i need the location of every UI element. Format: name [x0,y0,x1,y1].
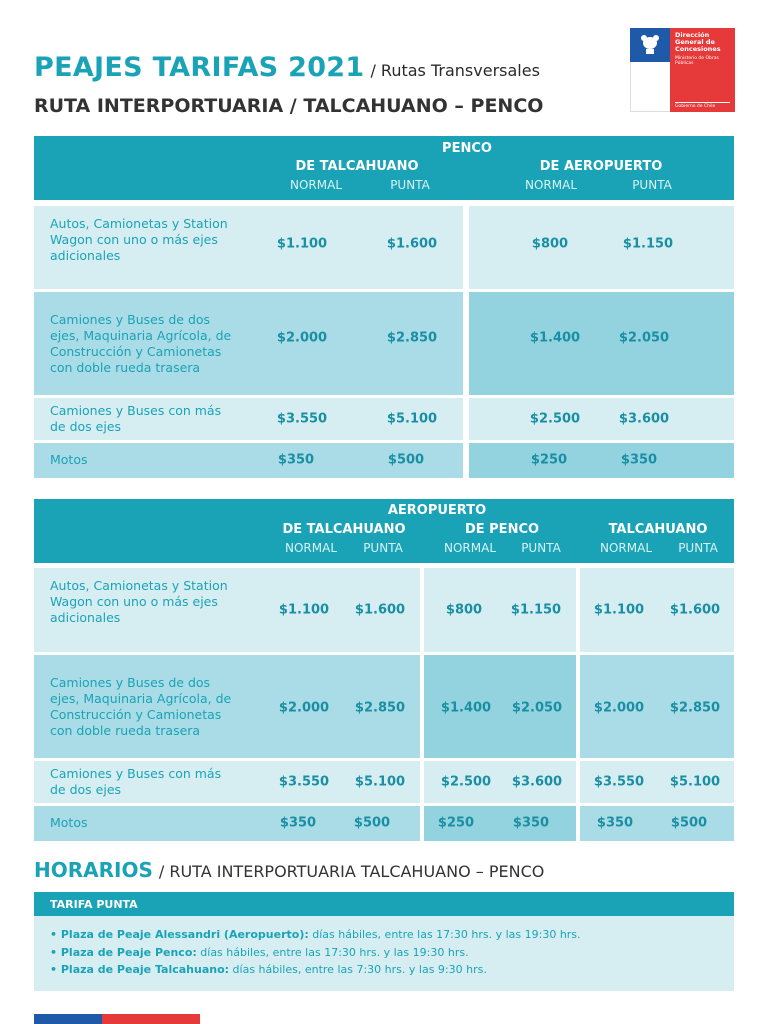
horarios-subtitle: / RUTA INTERPORTUARIA TALCAHUANO – PENCO [158,862,545,881]
coat-of-arms-icon [638,33,662,59]
column-header-normal: NORMAL [524,178,578,192]
list-item [50,961,718,979]
table-row [34,655,734,758]
page-subtitle: / Rutas Transversales [370,61,540,80]
rate-value: $2.850 [386,330,438,346]
column-header-punta: PUNTA [521,541,561,555]
plaza-name: • Plaza de Peaje Penco: [50,945,197,959]
rate-value: $2.000 [593,700,645,716]
rate-value: $800 [531,236,569,252]
rate-value: $2.500 [440,774,492,790]
logo-flag [630,28,670,112]
vehicle-category: Motos [50,815,88,830]
rate-value: $3.600 [511,774,563,790]
rate-value: $1.100 [278,602,330,618]
aeropuerto-rates-table [34,499,734,841]
rate-value: $350 [277,452,315,468]
column-group-title: TALCAHUANO [608,522,708,537]
table-row [34,806,734,841]
table-row [34,443,734,478]
rate-value: $350 [279,815,317,831]
table-row [34,206,734,289]
vehicle-category: Camiones y Buses con más de dos ejes [50,403,222,434]
column-group-title: DE TALCAHUANO [295,159,419,174]
rate-value: $3.550 [276,411,328,427]
vehicle-category: Motos [50,452,88,467]
table-row [34,292,734,395]
rate-value: $1.600 [669,602,721,618]
list-item [50,926,718,944]
column-group-title: DE TALCAHUANO [282,522,406,537]
column-header-normal: NORMAL [289,178,343,192]
logo-line-3: Gobierno de Chile [675,102,730,109]
rate-value: $5.100 [669,774,721,790]
penco-rates-table [34,136,734,478]
table-header [34,499,734,563]
list-item [50,944,718,962]
plaza-name: • Plaza de Peaje Talcahuano: [50,963,230,976]
vehicle-category: Autos, Camionetas y Station Wagon con uno o más ejes adicionales [50,578,228,625]
rate-value: $2.500 [529,411,581,427]
schedule-text: días hábiles, entre las 17:30 hrs. y las 19:30 hrs. [308,928,581,941]
column-header-punta: PUNTA [390,178,430,192]
horarios-title: HORARIOS [34,858,153,882]
column-header-punta: PUNTA [632,178,672,192]
rate-value: $350 [512,815,550,831]
rate-value: $2.000 [276,330,328,346]
rate-value: $250 [530,452,568,468]
flag-color-bar [34,1014,200,1024]
rate-value: $3.550 [278,774,330,790]
rate-value: $1.100 [276,236,328,252]
page-title: PEAJES TARIFAS 2021 [34,52,365,83]
page-header [34,52,540,83]
rate-value: $500 [353,815,391,831]
column-header-punta: PUNTA [678,541,718,555]
table-group-title: PENCO [442,141,492,156]
column-header-punta: PUNTA [363,541,403,555]
column-header-normal: NORMAL [443,541,497,555]
rate-value: $3.550 [593,774,645,790]
vehicle-category: Autos, Camionetas y Station Wagon con uno o más ejes adicionales [50,216,228,263]
rate-value: $2.850 [669,700,721,716]
rate-value: $1.100 [593,602,645,618]
horarios-header [34,858,544,882]
rate-value: $2.050 [511,700,563,716]
rate-value: $500 [670,815,708,831]
logo-line-1: Dirección General de Concesiones [675,31,721,53]
rate-value: $5.100 [354,774,406,790]
schedule-text: días hábiles, entre las 17:30 hrs. y las 19:30 hrs. [196,945,469,959]
rate-value: $5.100 [386,411,438,427]
rate-value: $1.600 [386,236,438,252]
rate-value: $1.600 [354,602,406,618]
vehicle-category: Camiones y Buses de dos ejes, Maquinaria Agrícola, de Construcción y Camionetas con doble rueda trasera [50,312,232,375]
rate-value: $2.050 [618,330,670,346]
column-group-title: DE PENCO [464,522,540,537]
rate-value: $1.400 [440,700,492,716]
schedule-list [34,916,734,991]
vehicle-category: Camiones y Buses de dos ejes, Maquinaria Agrícola, de Construcción y Camionetas con doble rueda trasera [50,675,232,738]
rate-value: $350 [620,452,658,468]
table-row [34,568,734,652]
rate-value: $1.400 [529,330,581,346]
column-group-title: DE AEROPUERTO [539,159,663,174]
rate-value: $250 [437,815,475,831]
route-title: RUTA INTERPORTUARIA / TALCAHUANO – PENCO [34,95,544,117]
rate-value: $350 [596,815,634,831]
logo-line-2: Ministerio de Obras Públicas [675,56,719,66]
table-group-title: AEROPUERTO [387,503,487,518]
rate-value: $3.600 [618,411,670,427]
tarifa-punta-label: TARIFA PUNTA [34,892,734,916]
government-logo [630,28,735,112]
vehicle-category: Camiones y Buses con más de dos ejes [50,766,222,797]
plaza-name: • Plaza de Peaje Alessandri (Aeropuerto): [50,928,309,941]
column-header-normal: NORMAL [599,541,653,555]
schedule-text: días hábiles, entre las 7:30 hrs. y las 9:30 hrs. [229,963,487,976]
column-header-normal: NORMAL [284,541,338,555]
table-header [34,136,734,200]
rate-value: $2.000 [278,700,330,716]
rate-value: $1.150 [622,236,674,252]
table-row [34,761,734,803]
rate-value: $2.850 [354,700,406,716]
table-row [34,398,734,440]
rate-value: $1.150 [510,602,562,618]
rate-value: $500 [387,452,425,468]
logo-text-block [670,28,735,112]
rate-value: $800 [445,602,483,618]
